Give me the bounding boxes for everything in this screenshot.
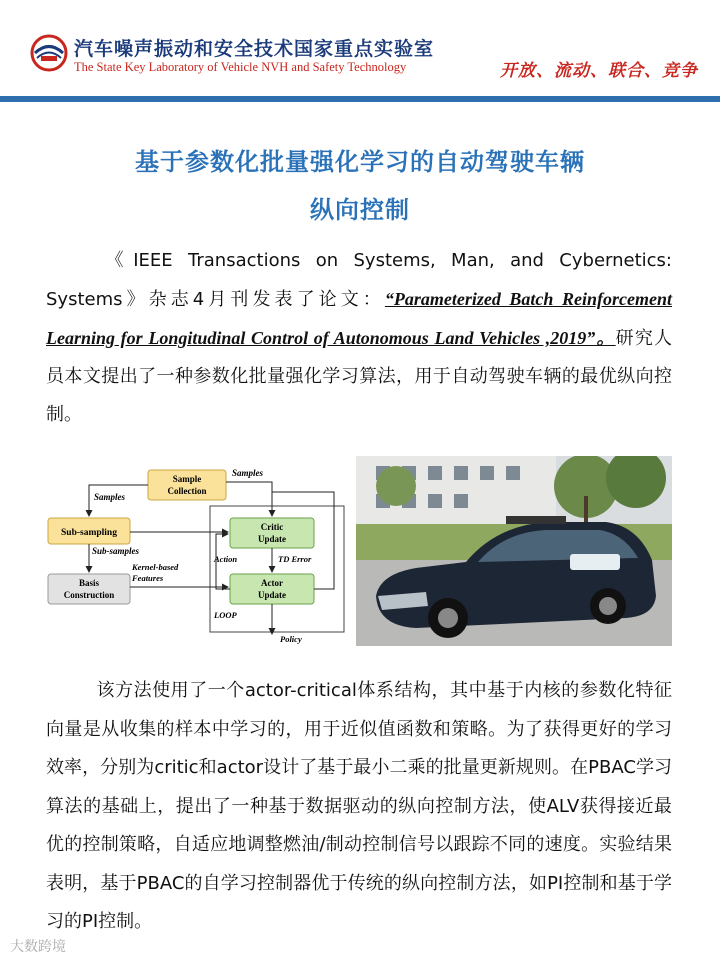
- label-samples-left: Samples: [94, 492, 126, 502]
- label-policy: Policy: [280, 634, 302, 644]
- basis-construction-label-1: Basis: [78, 578, 100, 588]
- critic-update-label-2: Update: [257, 534, 287, 544]
- label-kernel-features-2: Features: [132, 573, 164, 583]
- arrow-samples-to-critic: [226, 482, 272, 516]
- lab-slogan: 开放、流动、联合、竞争: [500, 61, 698, 81]
- label-action: Action: [214, 554, 238, 564]
- sample-collection-label-1: Sample: [172, 474, 202, 484]
- lab-logo-icon: [30, 34, 68, 72]
- sub-sampling-label: Sub-sampling: [61, 528, 117, 538]
- label-sub-samples: Sub-samples: [92, 546, 140, 556]
- actor-update-label-1: Actor: [261, 578, 283, 588]
- intro-journal: 《IEEE Transactions on Systems, Man, and Cybernetics: Systems》杂志4月刊发表了论文：: [46, 250, 672, 310]
- critic-update-label-1: Critic: [260, 522, 284, 532]
- lab-name-en: The State Key Laboratory of Vehicle NVH and Safety Technology: [74, 60, 407, 74]
- autonomous-vehicle-photo: [356, 456, 672, 646]
- paper-title: “Parameterized Batch Reinforcement Learning for Longitudinal Control of Autonomous Land Vehicles ,2019”。: [46, 289, 672, 348]
- label-samples-top: Samples: [232, 468, 264, 478]
- basis-construction-label-2: Construction: [63, 590, 115, 600]
- label-kernel-features-1: Kernel-based: [132, 562, 179, 572]
- label-td-error: TD Error: [278, 554, 312, 564]
- actor-update-label-2: Update: [257, 590, 287, 600]
- article-title-line2: 纵向控制: [310, 196, 410, 224]
- body-text: 该方法使用了一个actor-critical体系结构，其中基于内核的参数化特征向量是从收集的样本中学习的，用于近似值函数和策略。为了获得更好的学习效率，分别为critic和actor设计了基于最小二乘的批量更新规则。在PBAC学习算法的基础上，提出了一种基于数据驱动的纵向控制方法，使ALV获得接近最优的控制策略，自适应地调整燃油/制动控制信号以跟踪不同的速度。实验结果表明，基于PBAC的自学习控制器优于传统的纵向控制方法，如PI控制和基于学习的PI控制。: [46, 680, 672, 932]
- header: [0, 0, 720, 96]
- intro-paragraph: [46, 242, 672, 434]
- label-loop: LOOP: [214, 610, 237, 620]
- lab-name-cn: 汽车噪声振动和安全技术国家重点实验室: [74, 38, 435, 60]
- sample-collection-label-2: Collection: [167, 486, 207, 496]
- article-title-line1: 基于参数化批量强化学习的自动驾驶车辆: [135, 148, 585, 176]
- intro-rest: 研究人员本文提出了一种参数化批量强化学习算法，用于自动驾驶车辆的最优纵向控制。: [46, 328, 672, 425]
- header-divider: [0, 96, 720, 102]
- watermark: 大数跨境: [10, 939, 66, 955]
- pbac-architecture-diagram: [44, 462, 348, 652]
- body-paragraph: [46, 672, 672, 942]
